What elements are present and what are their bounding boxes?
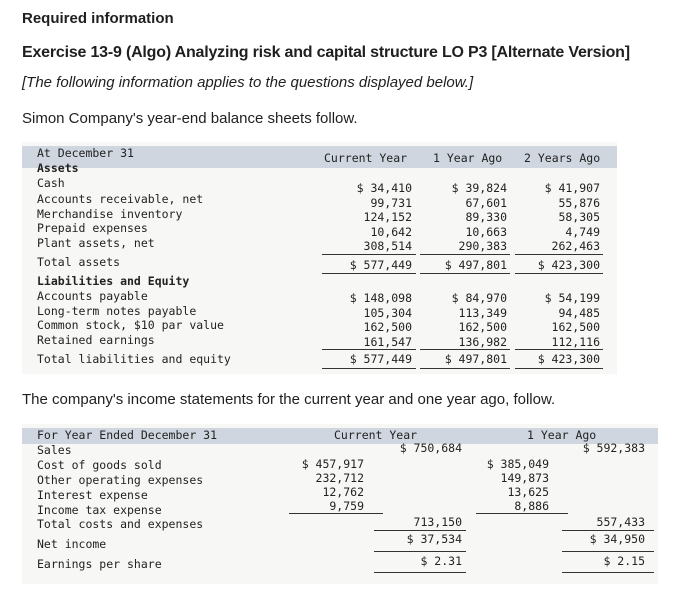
cell-ap-cy: $ 148,098 <box>349 291 412 305</box>
cell-cash-py: $ 39,824 <box>451 181 507 195</box>
cell-tax-py: 8,886 <box>514 499 549 513</box>
cell-total-costs-cy: 713,150 <box>413 515 462 529</box>
row-label-cogs: Cost of goods sold <box>37 458 162 472</box>
cell-ap-py: $ 84,970 <box>451 291 507 305</box>
balance-sheet-intro: Simon Company's year-end balance sheets follow. <box>22 110 358 127</box>
cell-tax-cy: 9,759 <box>329 499 364 513</box>
cell-interest-cy: 12,762 <box>322 485 364 499</box>
total-rule <box>322 368 416 369</box>
col-current-year: Current Year <box>324 151 408 165</box>
row-label-cash: Cash <box>37 176 65 190</box>
row-label-accounts-receivable: Accounts receivable, net <box>37 192 204 206</box>
cell-ltn-cy: 105,304 <box>363 306 412 320</box>
total-rule <box>374 551 466 552</box>
cell-interest-py: 13,625 <box>507 485 549 499</box>
cell-total-le-cy: $ 577,449 <box>349 352 412 366</box>
cell-cogs-py: $ 385,049 <box>486 457 549 471</box>
cell-re-cy: 161,547 <box>363 335 412 349</box>
cell-cs-2y: 162,500 <box>551 320 600 334</box>
subtotal-rule <box>322 349 416 350</box>
row-label-net-income: Net income <box>37 537 107 551</box>
cell-cogs-cy: $ 457,917 <box>301 457 364 471</box>
income-statement-header-label: For Year Ended December 31 <box>37 428 218 442</box>
row-label-other-operating: Other operating expenses <box>37 473 204 487</box>
row-label-retained-earnings: Retained earnings <box>37 333 155 347</box>
exercise-title: Exercise 13-9 (Algo) Analyzing risk and capital structure LO P3 [Alternate Version] <box>22 44 630 61</box>
cell-prepaid-py: 10,663 <box>465 225 507 239</box>
total-rule <box>562 572 654 573</box>
cell-inv-2y: 58,305 <box>558 210 600 224</box>
cell-cs-cy: 162,500 <box>363 320 412 334</box>
cell-total-le-2y: $ 423,300 <box>537 352 600 366</box>
col-2-years-ago: 2 Years Ago <box>524 151 601 165</box>
row-label-eps: Earnings per share <box>37 557 162 571</box>
income-statement-intro: The company's income statements for the current year and one year ago, follow. <box>22 391 556 408</box>
balance-sheet-header-label: At December 31 <box>37 146 134 160</box>
cell-ar-2y: 55,876 <box>558 196 600 210</box>
cell-plant-py: 290,383 <box>458 239 507 253</box>
row-label-prepaid-expenses: Prepaid expenses <box>37 221 148 235</box>
row-label-interest: Interest expense <box>37 488 148 502</box>
cell-inv-cy: 124,152 <box>363 210 412 224</box>
cell-opex-py: 149,873 <box>500 471 549 485</box>
cell-opex-cy: 232,712 <box>315 471 364 485</box>
cell-plant-cy: 308,514 <box>363 239 412 253</box>
row-label-total-costs: Total costs and expenses <box>37 517 204 531</box>
cell-ap-2y: $ 54,199 <box>544 291 600 305</box>
row-label-long-term-notes: Long-term notes payable <box>37 304 197 318</box>
subtotal-rule <box>322 254 416 255</box>
subtotal-rule <box>562 530 654 531</box>
row-label-sales: Sales <box>37 443 72 457</box>
row-label-merchandise-inventory: Merchandise inventory <box>37 207 183 221</box>
cell-total-le-py: $ 497,801 <box>444 352 507 366</box>
liabilities-equity-heading: Liabilities and Equity <box>37 274 190 288</box>
subtotal-rule <box>420 349 510 350</box>
subtotal-rule <box>420 254 510 255</box>
col-1-year-ago: 1 Year Ago <box>433 151 503 165</box>
cell-net-income-cy: $ 37,534 <box>406 532 462 546</box>
row-label-common-stock: Common stock, $10 par value <box>37 318 224 332</box>
subtotal-rule <box>374 530 466 531</box>
balance-sheet-table <box>22 142 617 374</box>
cell-eps-cy: $ 2.31 <box>420 554 462 568</box>
cell-ltn-py: 113,349 <box>458 306 507 320</box>
cell-total-costs-py: 557,433 <box>596 515 645 529</box>
total-rule <box>322 273 416 274</box>
total-rule <box>562 551 654 552</box>
row-label-total-liabilities-equity: Total liabilities and equity <box>37 352 231 366</box>
subtotal-rule <box>476 513 568 514</box>
cell-plant-2y: 262,463 <box>551 239 600 253</box>
total-rule <box>420 273 510 274</box>
subtotal-rule <box>289 513 383 514</box>
cell-net-income-py: $ 34,950 <box>589 532 645 546</box>
cell-prepaid-cy: 10,642 <box>370 225 412 239</box>
income-statement-table <box>22 424 658 584</box>
cell-re-2y: 112,116 <box>551 335 600 349</box>
cell-inv-py: 89,330 <box>465 210 507 224</box>
cell-total-assets-2y: $ 423,300 <box>537 258 600 272</box>
subtotal-rule <box>515 349 603 350</box>
cell-ltn-2y: 94,485 <box>558 306 600 320</box>
cell-cs-py: 162,500 <box>458 320 507 334</box>
cell-ar-cy: 99,731 <box>370 196 412 210</box>
cell-total-assets-cy: $ 577,449 <box>349 258 412 272</box>
assets-heading: Assets <box>37 161 79 175</box>
cell-sales-cy: $ 750,684 <box>399 441 462 455</box>
row-label-total-assets: Total assets <box>37 255 121 269</box>
row-label-accounts-payable: Accounts payable <box>37 289 148 303</box>
cell-sales-py: $ 592,383 <box>582 441 645 455</box>
col-current-year: Current Year <box>334 428 418 442</box>
cell-prepaid-2y: 4,749 <box>565 225 600 239</box>
total-rule <box>374 572 466 573</box>
total-rule <box>420 368 510 369</box>
total-rule <box>515 368 603 369</box>
exercise-subtitle: [The following information applies to the questions displayed below.] <box>22 74 474 91</box>
cell-cash-2y: $ 41,907 <box>544 181 600 195</box>
cell-cash-cy: $ 34,410 <box>356 181 412 195</box>
total-rule <box>515 273 603 274</box>
cell-total-assets-py: $ 497,801 <box>444 258 507 272</box>
col-1-year-ago: 1 Year Ago <box>527 428 597 442</box>
cell-ar-py: 67,601 <box>465 196 507 210</box>
row-label-plant-assets: Plant assets, net <box>37 236 155 250</box>
row-label-income-tax: Income tax expense <box>37 503 162 517</box>
subtotal-rule <box>515 254 603 255</box>
cell-eps-py: $ 2.15 <box>603 554 645 568</box>
required-information-heading: Required information <box>22 10 174 27</box>
cell-re-py: 136,982 <box>458 335 507 349</box>
